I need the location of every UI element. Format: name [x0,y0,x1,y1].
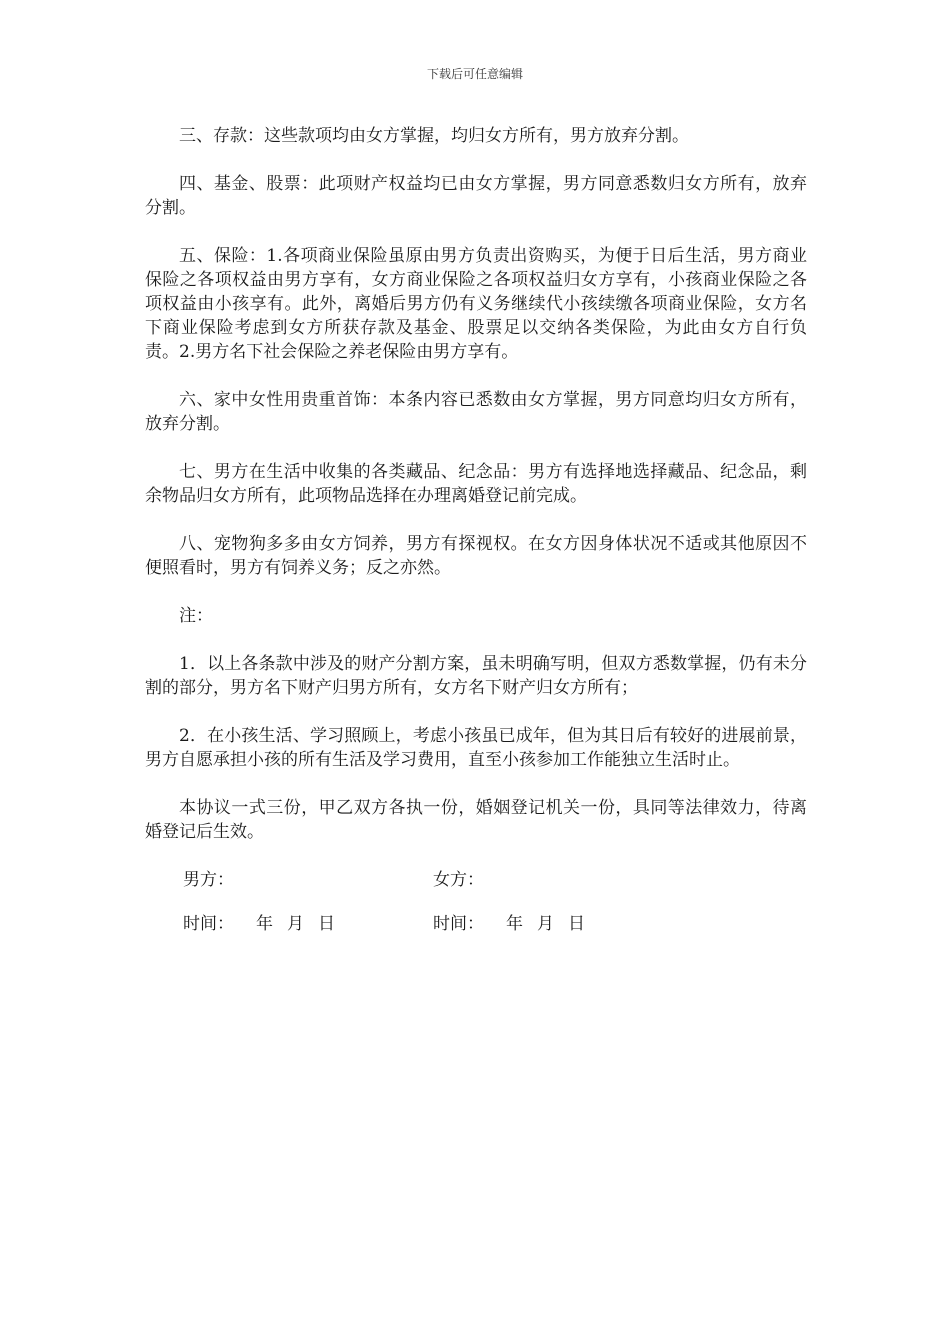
note-item-1: 1．以上各条款中涉及的财产分割方案，虽未明确写明，但双方悉数掌握，仍有未分割的部分，男方名下财产归男方所有，女方名下财产归女方所有； [145,654,807,698]
date-row [145,912,807,936]
female-date-year: 年 [506,914,523,934]
male-date-year: 年 [256,914,273,934]
clause-savings: 三、存款：这些款项均由女方掌握，均归女方所有，男方放弃分割。 [179,126,689,146]
female-date-label: 时间： [433,914,484,934]
note-heading: 注： [179,606,213,626]
clause-insurance: 五、保险：1.各项商业保险虽原由男方负责出资购买，为便于日后生活，男方商业保险之各项权益由男方享有，女方商业保险之各项权益归女方享有，小孩商业保险之各项权益由小孩享有。此外，离婚后男方仍有义务继续代小孩续缴各项商业保险，女方名下商业保险考虑到女方所获存款及基金、股票足以交纳各类保险，为此由女方自行负责。2.男方名下社会保险之养老保险由男方享有。 [145,246,807,362]
female-date [433,912,733,936]
note-item-2: 2．在小孩生活、学习照顾上，考虑小孩虽已成年，但为其日后有较好的进展前景，男方自愿承担小孩的所有生活及学习费用，直至小孩参加工作能独立生活时止。 [145,726,807,770]
male-signature-label: 男方： [183,870,234,890]
male-date-day: 日 [318,914,335,934]
female-signature-label: 女方： [433,870,484,890]
male-date [183,912,433,936]
page-header: 下载后可任意编辑 [426,67,523,81]
document-body [145,124,807,956]
clause-funds-stocks: 四、基金、股票：此项财产权益均已由女方掌握，男方同意悉数归女方所有，放弃分割。 [145,174,807,218]
male-date-month: 月 [287,914,304,934]
signature-row [145,868,807,892]
clause-pet-dog: 八、宠物狗多多由女方饲养，男方有探视权。在女方因身体状况不适或其他原因不便照看时，男方有饲养义务；反之亦然。 [145,534,807,578]
clause-collectibles: 七、男方在生活中收集的各类藏品、纪念品：男方有选择地选择藏品、纪念品，剩余物品归女方所有，此项物品选择在办理离婚登记前完成。 [145,462,807,506]
clause-jewelry: 六、家中女性用贵重首饰：本条内容已悉数由女方掌握，男方同意均归女方所有，放弃分割。 [145,390,807,434]
female-date-month: 月 [537,914,554,934]
male-date-label: 时间： [183,914,234,934]
female-date-day: 日 [568,914,585,934]
agreement-copies: 本协议一式三份，甲乙双方各执一份，婚姻登记机关一份，具同等法律效力，待离婚登记后生效。 [145,798,807,842]
